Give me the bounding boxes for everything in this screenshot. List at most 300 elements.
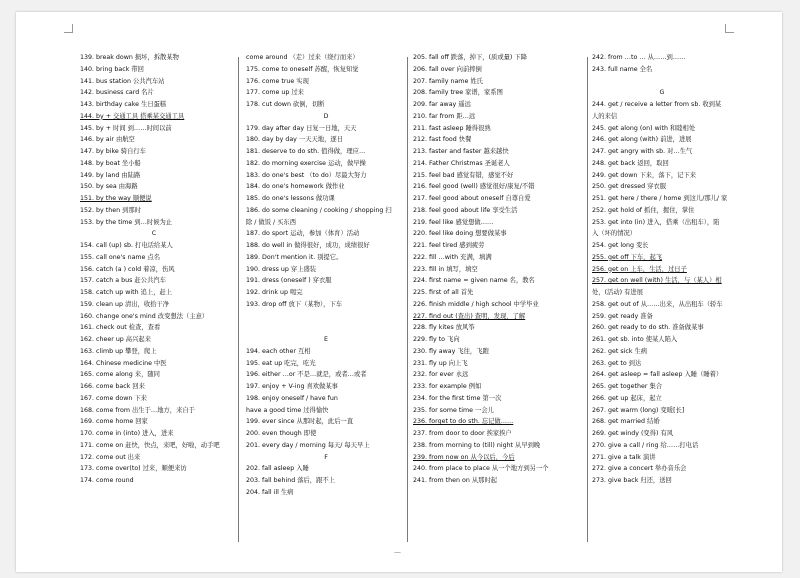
- phrase-text: C: [151, 230, 157, 238]
- phrase-line: [413, 76, 583, 88]
- phrase-line: [80, 217, 228, 229]
- phrase-text: 197. enjoy + V-ing 喜欢做某事: [246, 383, 338, 390]
- phrase-line: [592, 452, 732, 464]
- phrase-line: [413, 463, 583, 475]
- phrase-line: [413, 111, 583, 123]
- phrase-line: [246, 299, 406, 311]
- phrase-text: 252. get hold of 抓住，握住，掌住: [592, 206, 695, 214]
- section-letter-heading: [246, 452, 406, 464]
- phrase-line: [413, 346, 583, 358]
- phrase-text: 183. do one's best （to do）尽最大努力: [246, 171, 367, 179]
- phrase-line: [80, 475, 228, 487]
- phrase-text: 231. fly up 向上飞: [413, 359, 468, 367]
- phrase-text: 179. day after day 日复一日地，天天: [246, 124, 357, 132]
- phrase-text: 214. Father Christmas 圣诞老人: [413, 159, 510, 167]
- phrase-column-1: [80, 52, 228, 487]
- phrase-line: [592, 381, 732, 393]
- phrase-text: 254. get long 变长: [592, 242, 649, 249]
- phrase-text: 259. get ready 准备: [592, 312, 653, 320]
- phrase-text: 147. by bike 骑自行车: [80, 148, 146, 155]
- phrase-line: [80, 275, 228, 287]
- phrase-line: [80, 346, 228, 358]
- phrase-line: [246, 228, 406, 240]
- phrase-text: 267. get warm (long) 变暖[长]: [592, 406, 685, 414]
- phrase-text: 227. find out (查出) 查明，发现，了解: [413, 312, 526, 320]
- phrase-text: 164. Chinese medicine 中医: [80, 359, 167, 367]
- phrase-line: [592, 205, 732, 217]
- phrase-line: [592, 393, 732, 405]
- phrase-line: [413, 287, 583, 299]
- phrase-text: 230. fly away 飞往，飞跑: [413, 347, 489, 355]
- phrase-line: [246, 440, 406, 452]
- phrase-text: 146. by air 由航空: [80, 136, 135, 144]
- phrase-text: 223. fill in 填写，填空: [413, 265, 478, 273]
- phrase-text: 184. do one's homework 做作业: [246, 183, 345, 191]
- phrase-line: [592, 334, 732, 346]
- phrase-text: 190. dress up 穿上盛装: [246, 265, 317, 273]
- phrase-line: [413, 264, 583, 276]
- phrase-text: 255. get off 下车，起飞: [592, 253, 663, 261]
- phrase-column-3: [413, 52, 583, 487]
- phrase-line: [413, 428, 583, 440]
- phrase-line: [246, 87, 406, 99]
- section-letter-heading: [80, 228, 228, 240]
- phrase-text: 244. get / receive a letter from sb. 收到某: [592, 101, 722, 108]
- phrase-text: 240. from place to place 从一个地方到另一个: [413, 465, 549, 473]
- phrase-text: 215. feel bad 感觉有错，感觉不好: [413, 171, 514, 179]
- phrase-line: [413, 322, 583, 334]
- phrase-line: [80, 123, 228, 135]
- phrase-line: [592, 358, 732, 370]
- phrase-text: 238. from morning to (till) night 从早到晚: [413, 441, 541, 449]
- phrase-text: 人的来信: [592, 112, 618, 120]
- phrase-text: 209. far away 遥远: [413, 101, 471, 108]
- phrase-line: [413, 217, 583, 229]
- phrase-text: 241. from then on 从那时起: [413, 477, 498, 484]
- phrase-text: 220. feel like doing 想要做某事: [413, 230, 507, 238]
- phrase-line: [246, 252, 406, 264]
- phrase-text: 261. get sb. into 使某人陷入: [592, 336, 678, 343]
- phrase-text: 174. come round: [80, 477, 134, 484]
- phrase-line: [80, 146, 228, 158]
- column-divider: [587, 57, 588, 542]
- phrase-column-2: [246, 52, 406, 499]
- phrase-line: [413, 158, 583, 170]
- phrase-line: [592, 123, 732, 135]
- phrase-text: 143. birthday cake 生日蛋糕: [80, 101, 167, 108]
- phrase-text: 170. come in (into) 进入，进来: [80, 430, 174, 437]
- phrase-text: 152. by then 到那时: [80, 206, 141, 214]
- phrase-line: [413, 205, 583, 217]
- phrase-line: [80, 428, 228, 440]
- phrase-line: [592, 76, 732, 88]
- phrase-text: 228. fly kites 放风筝: [413, 324, 475, 332]
- phrase-line: [413, 99, 583, 111]
- phrase-text: 213. faster and faster 越来越快: [413, 148, 509, 155]
- phrase-line: [413, 299, 583, 311]
- phrase-text: 199. ever since 从那时起，此后一直: [246, 418, 354, 426]
- phrase-line: [80, 381, 228, 393]
- phrase-line: [413, 64, 583, 76]
- column-divider: [407, 57, 408, 542]
- phrase-text: 157. catch a bus 赶公共汽车: [80, 277, 166, 285]
- page-number: —: [394, 548, 401, 556]
- phrase-text: 258. get out of 从……出来，从出租车（轿车: [592, 300, 723, 308]
- phrase-text: 271. give a talk 演讲: [592, 453, 656, 461]
- phrase-text: 196. either …or 不是…就是，或者…或者: [246, 371, 367, 379]
- phrase-line: [80, 416, 228, 428]
- phrase-line: [246, 217, 406, 229]
- phrase-line: [413, 358, 583, 370]
- phrase-text: 266. get up 起床，起立: [592, 394, 662, 402]
- phrase-text: 243. full name 全名: [592, 65, 653, 73]
- phrase-line: [592, 264, 732, 276]
- phrase-text: 207. family name 姓氏: [413, 77, 483, 85]
- phrase-text: 175. come to oneself 苏醒，恢复知觉: [246, 65, 359, 73]
- phrase-line: [80, 369, 228, 381]
- phrase-line: [592, 346, 732, 358]
- phrase-line: [80, 205, 228, 217]
- phrase-line: [592, 440, 732, 452]
- phrase-line: [246, 240, 406, 252]
- phrase-text: 162. cheer up 高兴起来: [80, 336, 151, 343]
- phrase-line: [246, 405, 406, 417]
- phrase-text: 195. eat up 吃完，吃光: [246, 359, 316, 367]
- phrase-text: 153. by the time 到…时候为止: [80, 218, 173, 226]
- phrase-text: 177. come up 过来: [246, 89, 304, 97]
- phrase-text: 142. business card 名片: [80, 89, 154, 97]
- phrase-line: [246, 193, 406, 205]
- phrase-text: 198. enjoy oneself / have fun: [246, 394, 338, 402]
- phrase-line: [413, 475, 583, 487]
- phrase-text: 182. do morning exercise 运动，做早操: [246, 159, 366, 167]
- phrase-line: [80, 334, 228, 346]
- phrase-text: 159. clean up 清出，收拾干净: [80, 300, 170, 308]
- phrase-line: [246, 123, 406, 135]
- phrase-text: 234. for the first time 第一次: [413, 394, 502, 402]
- phrase-text: G: [659, 89, 665, 97]
- phrase-line: [80, 111, 228, 123]
- phrase-line: [80, 170, 228, 182]
- phrase-column-4: [592, 52, 732, 487]
- phrase-text: 176. come true 实现: [246, 77, 309, 85]
- phrase-text: 202. fall asleep 入睡: [246, 465, 309, 473]
- phrase-line: [413, 87, 583, 99]
- phrase-text: 171. come on 赶快，快点，来吧，好啦，动手吧: [80, 441, 220, 449]
- phrase-text: 163. climb up 攀登，爬上: [80, 347, 157, 355]
- phrase-text: 180. day by day 一天天地，逐日: [246, 136, 343, 144]
- phrase-text: 272. give a concert 举办音乐会: [592, 465, 687, 473]
- phrase-text: D: [323, 112, 329, 120]
- phrase-line: [592, 146, 732, 158]
- phrase-text: 253. get into (in) 进入，搭乘（出租车），陷: [592, 218, 720, 226]
- phrase-text: 188. do well in 做得很好，成功，成绩很好: [246, 242, 370, 249]
- phrase-line: [592, 275, 732, 287]
- phrase-line: [592, 428, 732, 440]
- phrase-text: 处，(活动) 有进展: [592, 289, 643, 296]
- phrase-line: [592, 463, 732, 475]
- phrase-text: 200. even though 即使: [246, 430, 317, 437]
- crop-mark-top-right: [725, 24, 734, 33]
- phrase-line: [80, 240, 228, 252]
- phrase-text: 218. feel good about life 享受生活: [413, 206, 518, 214]
- phrase-text: 210. far from 距…远: [413, 112, 476, 120]
- phrase-text: 201. every day / morning 每天/ 每天早上: [246, 441, 370, 449]
- phrase-text: 262. get sick 生病: [592, 347, 648, 355]
- phrase-line: [80, 393, 228, 405]
- phrase-text: 194. each other 互相: [246, 347, 311, 355]
- phrase-line: [246, 428, 406, 440]
- phrase-line: [80, 299, 228, 311]
- phrase-line: [413, 52, 583, 64]
- phrase-text: 212. fast food 快餐: [413, 136, 472, 144]
- phrase-line: [80, 181, 228, 193]
- phrase-line: [80, 76, 228, 88]
- phrase-line: [246, 146, 406, 158]
- phrase-line: [80, 311, 228, 323]
- phrase-text: 208. family tree 家谱，家系图: [413, 89, 503, 97]
- phrase-text: 181. deserve to do sth. 值得做，理应…: [246, 148, 366, 155]
- phrase-line: [246, 475, 406, 487]
- phrase-text: 270. give a call / ring 给……打电话: [592, 441, 699, 449]
- phrase-line: [80, 358, 228, 370]
- phrase-text: 256. get on 上车，生活，过日子: [592, 265, 687, 273]
- column-divider: [238, 57, 239, 542]
- phrase-text: 239. from now on 从今以后，今后: [413, 453, 515, 461]
- phrase-line: [80, 87, 228, 99]
- phrase-text: 263. get to 到达: [592, 359, 642, 367]
- phrase-line: [413, 381, 583, 393]
- phrase-line: [592, 369, 732, 381]
- phrase-text: 269. get windy (变得) 有风: [592, 430, 674, 437]
- phrase-line: [413, 275, 583, 287]
- phrase-text: 249. get down 下来，落下，记下来: [592, 171, 697, 179]
- phrase-line: [592, 64, 732, 76]
- phrase-line: [246, 322, 406, 334]
- phrase-text: 158. catch up with 追上，赶上: [80, 289, 173, 296]
- phrase-line: [246, 76, 406, 88]
- phrase-line: [413, 123, 583, 135]
- phrase-line: [413, 240, 583, 252]
- phrase-text: 145. by + 时间 到……时间以前: [80, 124, 172, 132]
- phrase-text: F: [324, 453, 328, 461]
- phrase-text: 222. fill …with 充满，填满: [413, 253, 492, 261]
- phrase-text: 140. bring back 带回: [80, 65, 144, 73]
- section-letter-heading: [246, 111, 406, 123]
- phrase-text: 237. from door to door 挨家挨户: [413, 430, 512, 437]
- phrase-text: 161. check out 检查，查看: [80, 324, 161, 332]
- phrase-line: [246, 158, 406, 170]
- phrase-text: 191. dress (oneself ) 穿衣服: [246, 277, 332, 285]
- phrase-line: [592, 158, 732, 170]
- phrase-line: [246, 381, 406, 393]
- phrase-text: 232. for ever 永远: [413, 371, 469, 379]
- phrase-text: 186. do some cleaning / cooking / shopping 扫: [246, 206, 392, 214]
- phrase-text: 144. by + 交通工具 搭乘某交通工具: [80, 112, 185, 120]
- phrase-text: 229. fly to 飞向: [413, 336, 460, 343]
- document-page: [16, 12, 782, 572]
- phrase-text: 224. first name = given name 名，教名: [413, 277, 535, 285]
- phrase-text: 185. do one's lessons 做功课: [246, 195, 335, 202]
- phrase-line: [80, 52, 228, 64]
- phrase-text: 169. come home 回家: [80, 418, 148, 426]
- phrase-line: [246, 487, 406, 499]
- phrase-line: [80, 287, 228, 299]
- phrase-text: 187. do sport 运动，参加（体育）活动: [246, 230, 360, 238]
- phrase-text: E: [324, 336, 328, 343]
- phrase-line: [592, 228, 732, 240]
- phrase-text: 251. get here / there / home 到这儿/那儿/ 家: [592, 195, 728, 202]
- phrase-text: 211. fast asleep 睡得很熟: [413, 124, 491, 132]
- phrase-line: [592, 240, 732, 252]
- phrase-text: 268. get married 结婚: [592, 418, 660, 426]
- phrase-text: 206. fall over 向前摔倒: [413, 65, 482, 73]
- phrase-line: [80, 440, 228, 452]
- phrase-text: 150. by sea 由海路: [80, 183, 138, 191]
- phrase-line: [246, 205, 406, 217]
- phrase-text: 233. for example 例如: [413, 383, 482, 390]
- phrase-line: [413, 452, 583, 464]
- phrase-line: [246, 99, 406, 111]
- phrase-text: 203. fall behind 落后，跟不上: [246, 477, 335, 484]
- phrase-text: 160. change one's mind 改变想法（主意）: [80, 312, 209, 320]
- phrase-text: 148. by boat 坐小船: [80, 159, 141, 167]
- phrase-line: [413, 393, 583, 405]
- phrase-text: 193. drop off 放下（某物），下车: [246, 300, 343, 308]
- phrase-text: 167. come down 下来: [80, 394, 147, 402]
- phrase-line: [592, 405, 732, 417]
- phrase-line: [80, 264, 228, 276]
- phrase-text: 139. break down 损坏，拆散某物: [80, 54, 179, 61]
- phrase-line: [592, 322, 732, 334]
- phrase-text: 247. get angry with sb. 对…生气: [592, 148, 693, 155]
- phrase-text: 168. come from 出生于…地方，来自于: [80, 406, 195, 414]
- phrase-line: [80, 193, 228, 205]
- phrase-line: [246, 311, 406, 323]
- phrase-line: [246, 416, 406, 428]
- phrase-line: [592, 475, 732, 487]
- phrase-text: 205. fall off 跌落，掉下，(质或量) 下降: [413, 54, 527, 61]
- phrase-line: [246, 275, 406, 287]
- phrase-line: [246, 181, 406, 193]
- phrase-text: 172. come out 出来: [80, 453, 141, 461]
- phrase-line: [246, 358, 406, 370]
- phrase-text: 250. get dressed 穿衣服: [592, 183, 667, 191]
- phrase-line: [592, 193, 732, 205]
- phrase-text: 155. call one's name 点名: [80, 253, 161, 261]
- phrase-text: 入（坏的情况）: [592, 230, 637, 238]
- phrase-line: [80, 252, 228, 264]
- phrase-text: 235. for some time 一会儿: [413, 406, 494, 414]
- phrase-line: [592, 311, 732, 323]
- phrase-line: [246, 170, 406, 182]
- phrase-text: 248. get back 返回，取回: [592, 159, 669, 167]
- phrase-text: 260. get ready to do sth. 准备做某事: [592, 324, 704, 332]
- phrase-line: [246, 463, 406, 475]
- phrase-text: 166. come back 回来: [80, 383, 145, 390]
- phrase-line: [413, 440, 583, 452]
- phrase-text: 221. feel tired 感到疲劳: [413, 242, 485, 249]
- phrase-line: [592, 111, 732, 123]
- phrase-line: [592, 299, 732, 311]
- phrase-line: [592, 134, 732, 146]
- phrase-text: 219. feel like 感觉想做……: [413, 218, 494, 226]
- phrase-text: 216. feel good (well) 感觉很好/康复/不错: [413, 183, 535, 191]
- phrase-line: [246, 369, 406, 381]
- phrase-text: 178. cut down 砍倒，切断: [246, 101, 325, 108]
- phrase-text: 245. get along (on) with 和睦相处: [592, 124, 696, 132]
- phrase-line: [592, 99, 732, 111]
- phrase-line: [80, 99, 228, 111]
- crop-mark-top-left: [64, 24, 73, 33]
- phrase-text: 149. by land 由陆路: [80, 171, 141, 179]
- phrase-line: [246, 287, 406, 299]
- phrase-line: [80, 158, 228, 170]
- phrase-line: [80, 463, 228, 475]
- phrase-line: [413, 181, 583, 193]
- phrase-line: [246, 393, 406, 405]
- phrase-text: 156. catch (a ) cold 着凉，伤风: [80, 265, 175, 273]
- phrase-line: [592, 252, 732, 264]
- phrase-line: [413, 228, 583, 240]
- phrase-line: [592, 181, 732, 193]
- phrase-line: [413, 134, 583, 146]
- phrase-line: [413, 334, 583, 346]
- phrase-text: 151. by the way 顺便说: [80, 195, 152, 202]
- phrase-text: 189. Don't mention it. 别提它。: [246, 253, 343, 261]
- phrase-text: 217. feel good about oneself 自尊自爱: [413, 195, 531, 202]
- phrase-text: 246. get along (with) 前进，进展: [592, 136, 692, 144]
- phrase-line: [413, 170, 583, 182]
- phrase-text: have a good time 过得愉快: [246, 406, 329, 414]
- phrase-line: [413, 146, 583, 158]
- phrase-line: [80, 405, 228, 417]
- phrase-line: [413, 193, 583, 205]
- phrase-line: [413, 416, 583, 428]
- phrase-text: 226. finish middle / high school 中学毕业: [413, 300, 539, 308]
- phrase-text: 225. first of all 首先: [413, 289, 474, 296]
- phrase-line: [246, 264, 406, 276]
- phrase-line: [413, 252, 583, 264]
- phrase-text: 141. bus station 公共汽车站: [80, 77, 165, 85]
- phrase-line: [80, 134, 228, 146]
- phrase-text: 265. get together 集合: [592, 383, 663, 390]
- phrase-line: [80, 322, 228, 334]
- phrase-line: [592, 416, 732, 428]
- phrase-text: 242. from …to … 从……到……: [592, 54, 686, 61]
- phrase-text: 264. get asleep = fall asleep 入睡（睡着）: [592, 371, 723, 379]
- phrase-text: 273. give back 归还，送回: [592, 477, 672, 484]
- phrase-text: 236. forget to do sth. 忘记做……: [413, 418, 514, 426]
- phrase-line: [246, 64, 406, 76]
- section-letter-heading: [592, 87, 732, 99]
- phrase-line: [413, 405, 583, 417]
- phrase-text: 154. call (up) sb. 打电话给某人: [80, 242, 173, 249]
- section-letter-heading: [246, 334, 406, 346]
- phrase-text: 257. get on well (with) 生活，与（某人）相: [592, 277, 722, 285]
- phrase-text: come around （走）过来（绕行而来）: [246, 54, 359, 61]
- phrase-line: [413, 369, 583, 381]
- phrase-text: 173. come over(to) 过来，顺便来访: [80, 465, 187, 473]
- phrase-text: 192. drink up 喝完: [246, 289, 303, 296]
- phrase-text: 除 / 做饭 / 买东西: [246, 218, 297, 226]
- phrase-line: [246, 134, 406, 146]
- phrase-text: 204. fall ill 生病: [246, 488, 294, 496]
- phrase-line: [413, 311, 583, 323]
- phrase-line: [80, 64, 228, 76]
- phrase-line: [592, 170, 732, 182]
- phrase-line: [80, 452, 228, 464]
